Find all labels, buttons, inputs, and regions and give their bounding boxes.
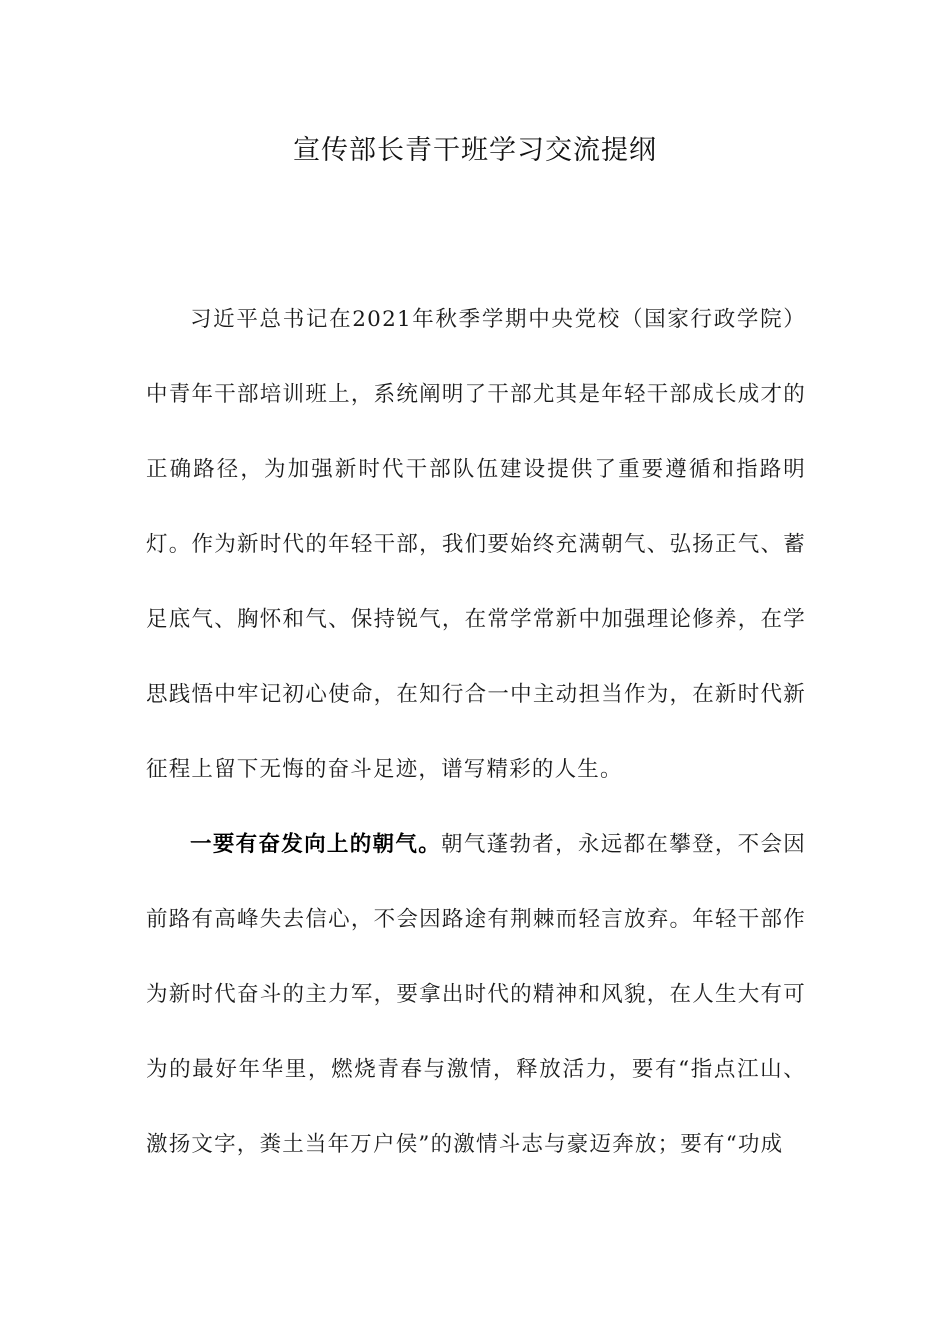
paragraph-point-one-text: 朝气蓬勃者，永远都在攀登，不会因前路有高峰失去信心，不会因路途有荆棘而轻言放弃。年轻干部作为新时代奋斗的主力军，要拿出时代的精神和风貌，在人生大有可为的最好年华里，燃烧青春与激情，释放活力，要有“指点江山、激扬文字，粪土当年万户侯”的激情斗志与豪迈奔放；要有“功成: [146, 832, 807, 1157]
paragraph-point-one: [146, 807, 806, 1182]
document-title: 宣传部长青干班学习交流提纲: [293, 135, 657, 166]
paragraph-intro: [146, 282, 806, 807]
paragraph-point-one-heading: 一要有奋发向上的朝气。: [190, 832, 442, 857]
document-body: [146, 282, 806, 1182]
paragraph-intro-text: 习近平总书记在2021年秋季学期中央党校（国家行政学院）中青年干部培训班上，系统阐明了干部尤其是年轻干部成长成才的正确路径，为加强新时代干部队伍建设提供了重要遵循和指路明灯。作为新时代的年轻干部，我们要始终充满朝气、弘扬正气、蓄足底气、胸怀和气、保持锐气，在常学常新中加强理论修养，在学思践悟中牢记初心使命，在知行合一中主动担当作为，在新时代新征程上留下无悔的奋斗足迹，谱写精彩的人生。: [146, 307, 806, 782]
